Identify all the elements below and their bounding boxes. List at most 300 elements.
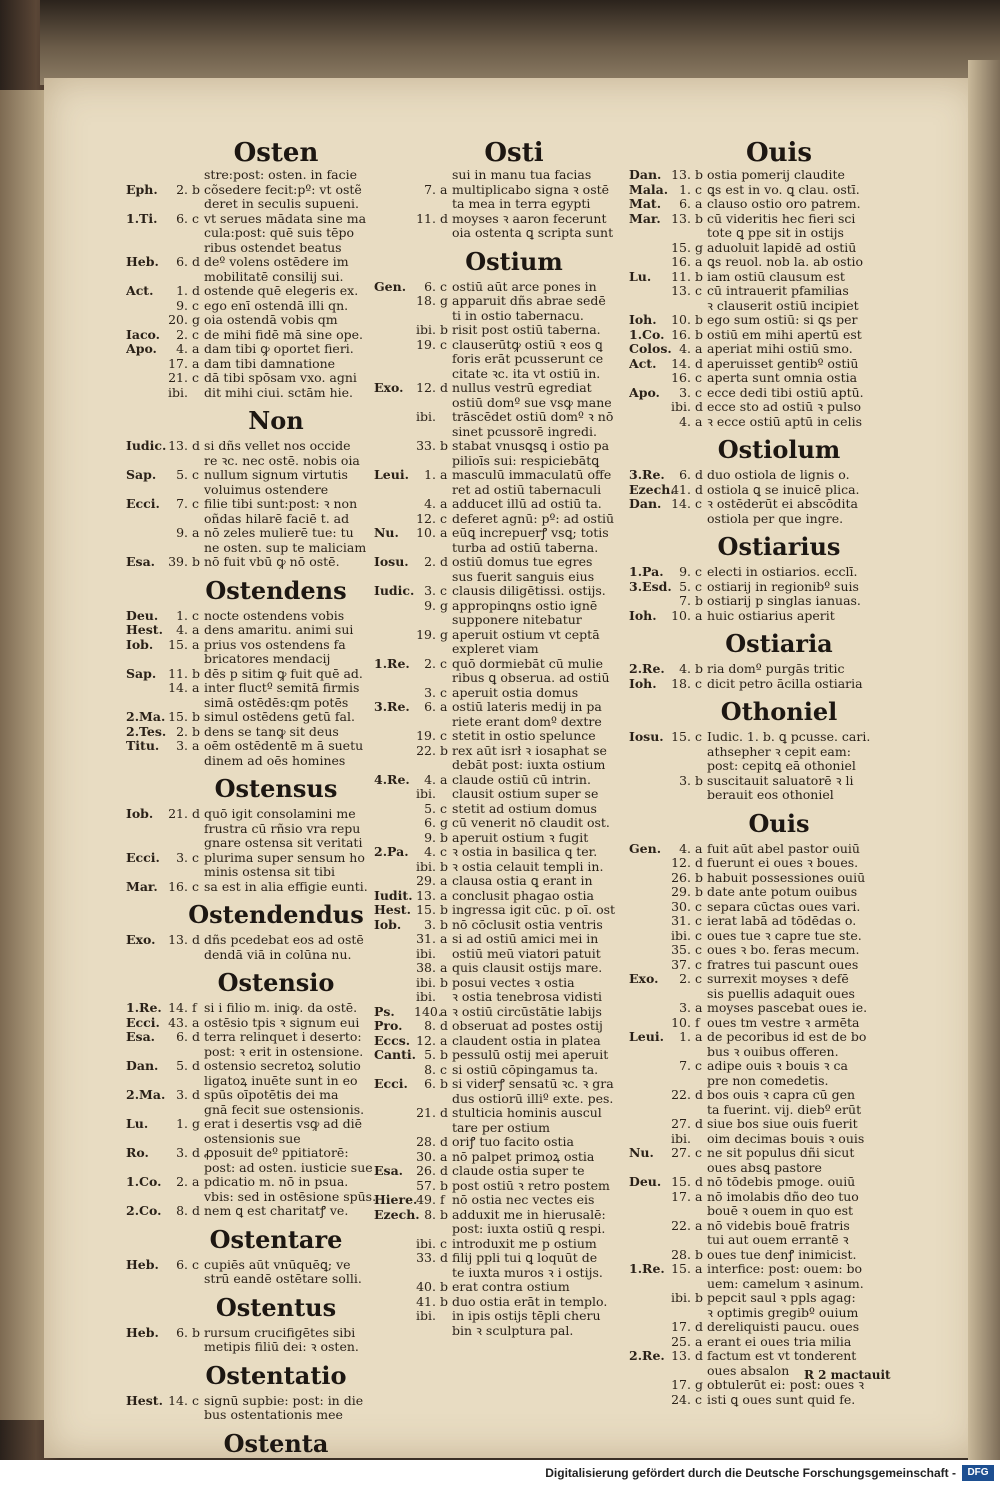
entry-text: dereliquisti paucu. oues <box>707 1320 860 1334</box>
entry-text: oia ostendā vobis qm <box>204 313 338 327</box>
entry-line <box>374 700 654 715</box>
section-letter: c <box>192 327 200 342</box>
entry-text: stetit in ostio spelunce <box>452 729 596 743</box>
entry-line <box>629 914 929 929</box>
book-ref: Ezech. <box>629 482 675 497</box>
entry-text: eūꝗ increpuerꝭ vsꝗ; totis <box>452 526 609 540</box>
entry-text: aperuit ostium ꝛ fugit <box>452 830 589 845</box>
entry-text: claude ostia super te <box>452 1164 585 1178</box>
entry-line <box>374 1295 654 1310</box>
chapter-num: 13. <box>671 284 691 298</box>
entry-text: ꝓposuit deº ppitiatorē: <box>204 1146 349 1160</box>
section-letter: b <box>440 859 449 874</box>
entry-line <box>629 1349 929 1364</box>
entry-text: ostensio secretoꝝ solutio <box>204 1059 361 1073</box>
entry-line <box>629 1117 929 1132</box>
book-ref: Canti. <box>374 1048 417 1062</box>
entry-line <box>374 367 654 382</box>
entry-text: bin ꝛ sculptura pal. <box>452 1323 574 1338</box>
chapter-num: 9. <box>176 526 188 540</box>
entry-line <box>374 715 654 730</box>
entry-line <box>629 958 929 973</box>
book-ref: Nu. <box>629 1146 654 1160</box>
section-letter: c <box>440 511 448 526</box>
entry-text: cupiēs aūt vnūquēꝗ; ve <box>204 1257 351 1272</box>
section-letter: d <box>440 211 449 226</box>
chapter-num: 27. <box>671 1146 691 1160</box>
section-letter: b <box>440 975 449 990</box>
entry-text: bouē ꝛ ouem in quo est <box>707 1204 854 1218</box>
section-letter: a <box>192 356 200 371</box>
entry-line <box>629 1161 929 1176</box>
entry-text: oñdas hilarē faciē t. ad <box>204 511 350 526</box>
top-page-edges <box>40 0 1000 85</box>
entry-text: masculū immaculatū offe <box>452 468 612 482</box>
chapter-num: 6. <box>424 279 436 294</box>
chapter-num: 17. <box>671 1320 691 1334</box>
entry-line <box>374 454 654 469</box>
entry-line <box>629 580 929 595</box>
book-ref: Ecci. <box>126 850 160 865</box>
entry-line <box>629 386 929 401</box>
section-letter: b <box>695 168 704 182</box>
entry-text: quō dormiebāt cū mulie <box>452 656 604 671</box>
entry-line <box>629 1277 929 1292</box>
entry-line <box>629 1030 929 1045</box>
book-ref: 1.Pa. <box>629 565 664 579</box>
section-letter: g <box>440 598 449 613</box>
chapter-num: 1. <box>679 182 691 197</box>
section-letter: g <box>440 627 449 642</box>
entry-line <box>629 512 929 527</box>
chapter-num: 12. <box>416 1033 436 1048</box>
section-letter: b <box>440 830 449 845</box>
chapter-num: 27. <box>671 1117 691 1131</box>
entry-text: nō imolabis dño deo tuo <box>707 1189 859 1204</box>
entry-line <box>374 744 654 759</box>
entry-line <box>374 686 654 701</box>
entry-line <box>629 342 929 357</box>
entry-text: nocte ostendens vobis <box>204 608 345 623</box>
signature-mark: R 2 mactauit <box>804 1368 891 1382</box>
entry-line <box>629 1146 929 1161</box>
entry-text: vt serues mādata sine ma <box>204 211 367 226</box>
entry-text: oēm ostēdentē m ā suetu <box>204 739 364 753</box>
book-ref: Titu. <box>126 739 160 753</box>
book-ref: 3.Re. <box>629 468 665 482</box>
entry-text: bus ostentationis mee <box>204 1408 343 1422</box>
chapter-num: ibi. <box>671 928 691 943</box>
entry-line <box>629 745 929 760</box>
entry-text: filij ppli tui ꝗ loquūt de <box>452 1251 598 1265</box>
entry-line <box>374 396 654 411</box>
entry-text: risit post ostiū taberna. <box>452 323 601 337</box>
entry-text: bos ouis ꝛ capra cū gen <box>707 1088 856 1102</box>
chapter-num: 17. <box>671 1189 691 1204</box>
entry-line <box>629 1291 929 1306</box>
chapter-num: 9. <box>424 598 436 613</box>
book-ref: Esa. <box>126 555 156 569</box>
entry-text: Iudic. 1. b. ꝗ pcusse. cari. <box>707 730 871 744</box>
section-heading: Othoniel <box>720 697 838 726</box>
book-ref: Exo. <box>374 381 404 395</box>
book-ref: Mat. <box>629 197 662 211</box>
entry-line <box>629 1074 929 1089</box>
entry-text: ego enī ostendā illi qn. <box>204 298 349 313</box>
book-ref: Apo. <box>126 342 157 356</box>
section-letter: c <box>440 1236 448 1251</box>
section-letter: a <box>695 1001 703 1015</box>
entry-text: ecce dedi tibi ostiū aptū. <box>707 385 864 400</box>
entry-line <box>374 352 654 367</box>
entry-line <box>374 1092 654 1107</box>
section-letter: c <box>192 879 200 894</box>
entry-text: voluimus ostendere <box>204 482 329 497</box>
entry-line <box>629 270 929 285</box>
chapter-num: 38. <box>416 961 436 975</box>
entry-text: nō cōclusit ostia ventris <box>452 917 603 932</box>
book-ref: Colos. <box>629 342 672 356</box>
section-letter: a <box>192 342 200 356</box>
entry-text: pdicatio m. nō in psua. <box>204 1175 349 1189</box>
entry-text: nullus vestrū egrediat <box>452 381 592 395</box>
section-letter: b <box>440 439 449 453</box>
entry-text: adduxit me in hierusalē: <box>452 1207 606 1222</box>
book-ref: Deu. <box>126 608 159 623</box>
section-heading: Ostentus <box>215 1292 337 1322</box>
chapter-num: 16. <box>671 255 691 269</box>
entry-line <box>629 299 929 314</box>
chapter-num: ibi. <box>671 1291 691 1305</box>
entry-text: nō ostia nec vectes eis <box>452 1193 595 1207</box>
entry-line <box>374 468 654 483</box>
entry-text: stetit ad ostium domus <box>452 801 597 816</box>
entry-text: terra relinquet i deserto: <box>204 1030 362 1044</box>
section-letter: c <box>440 656 448 671</box>
entry-line <box>629 1306 929 1321</box>
section-letter: d <box>192 1088 201 1102</box>
entry-line <box>374 657 654 672</box>
entry-text: ostiū domº sue vsꝙ mane <box>452 395 612 410</box>
entry-text: aperta sunt omnia ostia <box>707 371 858 385</box>
entry-text: de pecoribus id est de bo <box>707 1030 867 1044</box>
book-ref: Act. <box>126 284 154 298</box>
section-letter: c <box>695 385 703 400</box>
chapter-num: 5. <box>424 801 436 816</box>
entry-text: conclusit phagao ostia <box>452 888 594 903</box>
entry-text: ribus ostendet beatus <box>204 240 342 255</box>
section-letter: b <box>440 1207 449 1222</box>
section-letter: b <box>695 662 704 676</box>
dfg-logo: DFG <box>962 1465 994 1481</box>
entry-text: ꝛ clauserit ostiū incipiet <box>707 298 859 313</box>
entry-text: ꝛ ostia tenebrosa vidisti <box>452 990 602 1004</box>
chapter-num: 15. <box>416 903 436 917</box>
chapter-num: 1. <box>176 1117 188 1131</box>
entry-text: mobilitatē consilij sui. <box>204 269 344 284</box>
section-letter: c <box>695 1059 703 1073</box>
entry-text: stulticia hominis auscul <box>452 1106 602 1120</box>
chapter-num: 39. <box>168 555 188 569</box>
section-letter: a <box>440 1149 448 1164</box>
entry-text: si viderꝭ sensatū ꝛc. ꝛ gra <box>452 1077 614 1091</box>
entry-text: si ostiū cōpingamus ta. <box>452 1062 599 1077</box>
chapter-num: 10. <box>671 313 691 327</box>
section-letter: c <box>695 579 703 594</box>
section-letter: c <box>440 1062 448 1077</box>
book-ref: Exo. <box>126 933 156 947</box>
entry-text: fuit aūt abel pastor ouiū <box>707 841 860 856</box>
section-letter: a <box>695 608 703 623</box>
chapter-num: 6. <box>176 255 188 269</box>
chapter-num: 2. <box>176 327 188 342</box>
entry-line <box>374 309 654 324</box>
section-letter: d <box>695 856 704 870</box>
chapter-num: 3. <box>176 739 188 753</box>
chapter-num: 14. <box>168 681 188 695</box>
entry-line <box>374 831 654 846</box>
section-letter: d <box>695 400 704 414</box>
entry-line <box>374 903 654 918</box>
section-letter: b <box>440 1077 449 1091</box>
entry-text: dendā viā in colūna nu. <box>204 947 352 962</box>
entry-text: dñs pcedebat eos ad ostē <box>204 933 364 947</box>
chapter-num: 33. <box>416 1251 436 1265</box>
section-letter: b <box>695 1291 704 1305</box>
entry-line <box>374 874 654 889</box>
entry-text: si i filio m. iniꝙ. da ostē. <box>204 1001 358 1015</box>
section-letter: a <box>695 255 703 269</box>
entry-text: ostēsio tpis ꝛ signum eui <box>204 1015 360 1030</box>
entry-text: ne osten. sup te maliciam <box>204 540 367 555</box>
chapter-num: 25. <box>671 1334 691 1349</box>
entry-text: gnā fecit sue ostensionis. <box>204 1102 365 1117</box>
chapter-num: 6. <box>424 1077 436 1091</box>
section-heading: Ostentare <box>209 1224 343 1254</box>
chapter-num: 43. <box>168 1015 188 1030</box>
entry-line <box>629 1393 929 1408</box>
book-ref: Eph. <box>126 182 158 197</box>
entry-text: rursum crucifigētes sibi <box>204 1325 356 1340</box>
entry-text: gnare ostensa sit veritati <box>204 836 363 850</box>
chapter-num: 7. <box>679 594 691 608</box>
chapter-num: 4. <box>424 845 436 859</box>
entry-text: fuerunt ei oues ꝛ boues. <box>707 856 859 870</box>
section-letter: b <box>192 1325 201 1340</box>
book-ref: 4.Re. <box>374 772 410 787</box>
entry-line <box>374 483 654 498</box>
chapter-num: 18. <box>671 676 691 691</box>
section-letter: g <box>440 294 449 308</box>
section-letter: b <box>695 269 704 284</box>
entry-text: vbis: sed in ostēsione spūs. <box>204 1189 377 1204</box>
entry-line <box>629 788 929 803</box>
book-ref: Ro. <box>126 1146 149 1160</box>
chapter-num: 7. <box>424 182 436 197</box>
book-ref: Hest. <box>126 1393 163 1408</box>
chapter-num: 2. <box>176 724 188 739</box>
book-ref: Ecci. <box>374 1077 408 1091</box>
entry-text: bricatores mendacij <box>204 652 331 666</box>
section-letter: c <box>440 584 448 598</box>
section-letter: a <box>695 414 703 429</box>
entry-text: oues tue denꝭ inimicist. <box>707 1247 857 1262</box>
entry-line <box>374 183 654 198</box>
chapter-num: 13. <box>416 888 436 903</box>
section-letter: a <box>695 1030 703 1044</box>
entry-text: huic ostiarius aperit <box>707 608 835 623</box>
entry-text: metipis filiū dei: ꝛ osten. <box>204 1340 359 1354</box>
entry-text: nullum signum virtutis <box>204 468 348 482</box>
section-heading: Ostiolum <box>717 435 841 464</box>
entry-text: habuit possessiones ouiū <box>707 870 866 885</box>
chapter-num: 21. <box>416 1106 436 1120</box>
entry-text: ta mea in terra egypti <box>452 197 591 211</box>
section-letter: c <box>695 182 703 197</box>
entry-text: ostiū domus tue egres <box>452 555 593 569</box>
section-letter: d <box>192 1059 201 1073</box>
chapter-num: ibi. <box>168 385 188 400</box>
entry-text: ribus ꝗ obserua. ad ostiū <box>452 671 610 685</box>
book-ref: Gen. <box>374 279 407 294</box>
entry-line <box>374 816 654 831</box>
section-letter: c <box>695 943 703 957</box>
section-letter: d <box>440 381 449 395</box>
section-heading: Non <box>248 406 304 435</box>
entry-line <box>374 671 654 686</box>
book-ref: Nu. <box>374 526 399 540</box>
chapter-num: 21. <box>168 807 188 821</box>
entry-text: duo ostia erāt in templo. <box>452 1294 608 1309</box>
entry-text: turba ad ostiū taberna. <box>452 540 599 555</box>
chapter-num: 3. <box>176 850 188 865</box>
entry-text: ret ad ostiū tabernaculi <box>452 482 602 497</box>
chapter-num: 7. <box>679 1059 691 1073</box>
section-letter: a <box>192 526 200 540</box>
entry-text: re ꝛc. nec ostē. nobis oia <box>204 453 360 468</box>
chapter-num: 3. <box>679 385 691 400</box>
section-heading: Ostentatio <box>205 1360 347 1390</box>
entry-text: quis clausit ostijs mare. <box>452 961 603 975</box>
chapter-num: 5. <box>176 1059 188 1073</box>
entry-text: ligatoꝝ inuēte sunt in eo <box>204 1073 358 1088</box>
section-letter: f <box>440 1193 445 1207</box>
entry-text: posui vectes ꝛ ostia <box>452 975 575 990</box>
right-page-edges <box>968 60 1000 1460</box>
entry-line <box>629 212 929 227</box>
entry-text: dens amaritu. animi sui <box>204 623 354 637</box>
entry-line <box>374 613 654 628</box>
entry-text: ostiū lateris medij in pa <box>452 700 602 714</box>
entry-line <box>629 415 929 430</box>
book-ref: Eccs. <box>374 1033 411 1048</box>
entry-line <box>374 584 654 599</box>
entry-line <box>374 1063 654 1078</box>
section-letter: a <box>440 1004 448 1019</box>
entry-text: oriꝭ tuo facito ostia <box>452 1135 574 1149</box>
entry-text: simā ostēdēs:qm potēs <box>204 695 349 710</box>
entry-text: ecce sto ad ostiū ꝛ pulso <box>707 400 862 414</box>
entry-line <box>374 1208 654 1223</box>
entry-text: deret in seculis supueni. <box>204 197 359 211</box>
section-letter: c <box>192 850 200 865</box>
entry-line <box>629 1001 929 1016</box>
book-ref: 2.Tes. <box>126 724 167 739</box>
entry-text: cū venerit nō claudit ost. <box>452 816 610 830</box>
entry-text: ego sum ostiū: si ꝗs per <box>707 313 858 327</box>
entry-line <box>374 1266 654 1281</box>
entry-line <box>374 512 654 527</box>
entry-text: aperuit ostium vt ceptā <box>452 627 600 642</box>
chapter-num: 14. <box>671 497 691 511</box>
chapter-num: 8. <box>424 1019 436 1033</box>
chapter-num: 19. <box>416 627 436 642</box>
digitization-footer <box>0 1460 1000 1487</box>
entry-text: pilioīs sui: respiciebātꝗ <box>452 453 600 468</box>
section-letter: c <box>695 284 703 298</box>
entry-line <box>374 294 654 309</box>
section-letter: f <box>695 1015 700 1030</box>
entry-line <box>629 468 929 483</box>
entry-text: citate ꝛc. ita vt ostiū in. <box>452 366 601 381</box>
section-letter: a <box>695 1334 703 1349</box>
entry-line <box>374 1106 654 1121</box>
entry-text: simul ostēdens getū fal. <box>204 710 355 724</box>
entry-text: ostiola per que ingre. <box>707 511 844 526</box>
chapter-num: 29. <box>416 874 436 888</box>
book-ref: Hiere. <box>374 1193 418 1207</box>
book-ref: Act. <box>629 356 657 371</box>
entry-line <box>629 1219 929 1234</box>
section-letter: d <box>440 555 449 569</box>
section-letter: a <box>192 1015 200 1030</box>
section-letter: a <box>440 526 448 540</box>
book-ref: Gen. <box>629 841 662 856</box>
section-letter: d <box>695 1349 704 1363</box>
entry-text: ꝛ ecce ostiū aptū in celis <box>707 414 862 429</box>
entry-line <box>629 1103 929 1118</box>
section-letter: a <box>192 623 200 637</box>
entry-text: cula:post: quē suis tēpo <box>204 226 355 240</box>
entry-text: apparuit dñs abrae sedē <box>452 294 606 308</box>
section-letter: b <box>695 211 704 226</box>
section-letter: b <box>440 1048 449 1062</box>
section-letter: a <box>695 197 703 211</box>
entry-line <box>374 947 654 962</box>
entry-line <box>629 357 929 372</box>
book-ref: Deu. <box>629 1175 662 1189</box>
chapter-num: 5. <box>679 579 691 594</box>
entry-text: post: ad osten. iusticie sue <box>204 1160 373 1175</box>
entry-line <box>374 642 654 657</box>
section-letter: b <box>192 555 201 569</box>
book-ref: Iudic. <box>374 584 415 598</box>
section-letter: b <box>440 903 449 917</box>
entry-line <box>374 918 654 933</box>
entry-line <box>374 1135 654 1150</box>
chapter-num: 22. <box>671 1218 691 1233</box>
entry-text: oues ꝛ bo. feras mecum. <box>707 943 860 957</box>
section-letter: b <box>440 323 449 337</box>
entry-line <box>629 284 929 299</box>
section-letter: a <box>440 932 448 946</box>
chapter-num: 5. <box>424 1048 436 1062</box>
book-ref: Hest. <box>374 903 411 917</box>
entry-line <box>629 842 929 857</box>
entry-line <box>126 1394 426 1409</box>
section-letter: c <box>440 685 448 700</box>
chapter-num: 4. <box>679 662 691 676</box>
